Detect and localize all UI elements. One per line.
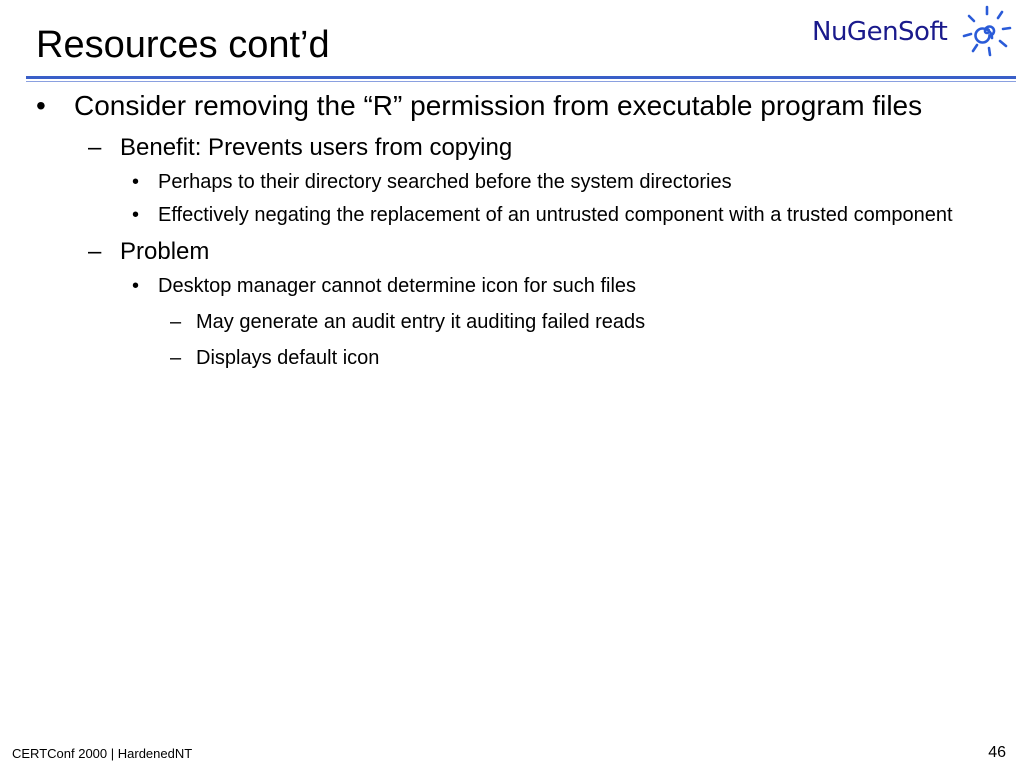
- bullet-marker: •: [36, 90, 46, 121]
- bullet-level3: [36, 200, 996, 230]
- bullet-text: Displays default icon: [196, 347, 380, 369]
- bullet-text: Consider removing the “R” permission from executable program files: [74, 90, 923, 121]
- footer-source: CERTConf 2000 | HardenedNT: [12, 746, 193, 761]
- bullet-level2: [36, 132, 996, 164]
- bullet-text: Desktop manager cannot determine icon for such files: [158, 275, 637, 297]
- slide-body: [36, 86, 996, 373]
- logo-text: NuGenSoft: [812, 17, 948, 47]
- bullet-marker: –: [170, 311, 182, 333]
- bullet-text: Problem: [120, 238, 210, 265]
- bullet-level4: [36, 307, 996, 337]
- bullet-marker: •: [132, 204, 140, 226]
- bullet-level4: [36, 343, 996, 373]
- bullet-text: Benefit: Prevents users from copying: [120, 134, 513, 161]
- title-divider: [26, 76, 1016, 79]
- bullet-marker: •: [132, 171, 140, 193]
- bullet-text: Perhaps to their directory searched before the system directories: [158, 171, 732, 193]
- bullet-marker: –: [88, 134, 102, 161]
- nugensoft-logo: [812, 4, 1016, 60]
- bullet-level3: [36, 167, 996, 197]
- bullet-text: Effectively negating the replacement of an untrusted component with a trusted component: [158, 204, 953, 226]
- bullet-level3: [36, 271, 996, 301]
- page-number: 46: [988, 744, 1006, 761]
- bullet-marker: –: [170, 347, 182, 369]
- bullet-level2: [36, 236, 996, 268]
- bullet-text: May generate an audit entry it auditing failed reads: [196, 311, 646, 333]
- bullet-marker: –: [88, 238, 102, 265]
- bullet-marker: •: [132, 275, 140, 297]
- slide-title: Resources cont’d: [36, 24, 330, 66]
- sun-spiral-icon: [960, 4, 1014, 58]
- title-divider-thin: [26, 81, 1016, 82]
- bullet-level1: [36, 86, 996, 126]
